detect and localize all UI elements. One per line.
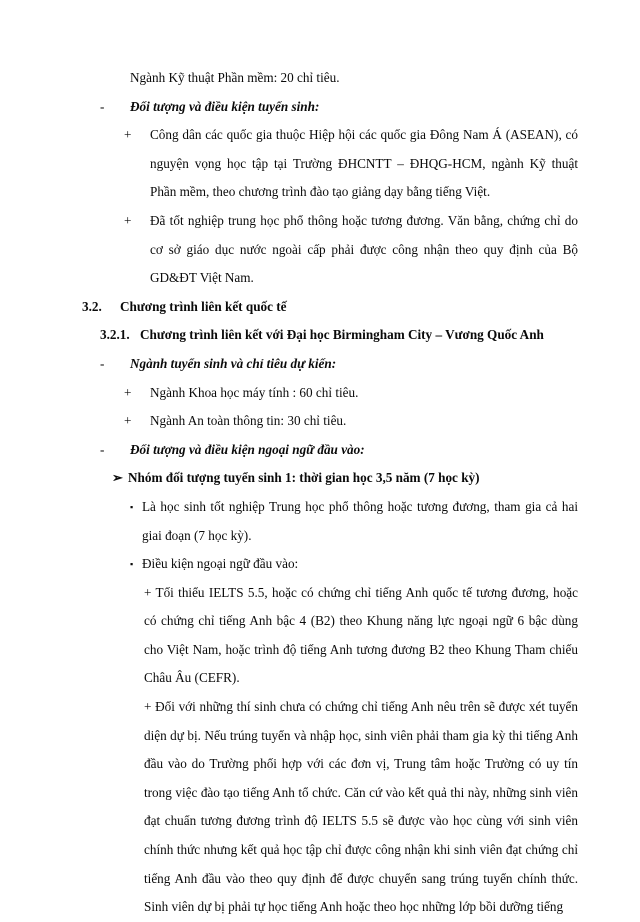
list-item-major-computer-science-text: Ngành Khoa học máy tính : 60 chỉ tiêu. (150, 384, 359, 400)
document-body (62, 64, 578, 922)
list-item-group-1-requirement-1-text: Là học sinh tốt nghiệp Trung học phổ thông hoặc tương đương, tham gia cả hai giai đoạn (7 học kỳ). (142, 498, 578, 543)
majors-quota-heading-text: Ngành tuyển sinh và chỉ tiêu dự kiến: (130, 355, 337, 371)
list-item-group-1-heading (62, 464, 578, 493)
section-heading-3-2-1-title: Chương trình liên kết với Đại học Birmingham City – Vương Quốc Anh (140, 327, 544, 343)
admission-conditions-heading-text: Đối tượng và điều kiện tuyển sinh: (130, 98, 320, 114)
language-conditions-heading-text: Đối tượng và điều kiện ngoại ngữ đầu vào: (130, 441, 365, 457)
plus-bullet-icon: + (124, 127, 132, 143)
section-heading-3-2-1 (62, 321, 578, 350)
paragraph-ielts-requirement (62, 579, 578, 693)
section-heading-3-2-title: Chương trình liên kết quốc tế (120, 298, 287, 314)
dash-bullet-icon: - (100, 355, 105, 371)
list-item-graduation-text: Đã tốt nghiệp trung học phổ thông hoặc tương đương. Văn bằng, chứng chỉ do cơ sở giáo dục nước ngoài cấp phải được công nhận theo quy định của Bộ GD&ĐT Việt Nam. (150, 212, 578, 286)
dash-bullet-icon: - (100, 98, 105, 114)
paragraph-preparatory-admission-text: + Đối với những thí sinh chưa có chứng chỉ tiếng Anh nêu trên sẽ được xét tuyển diện dự bị. Nếu trúng tuyển và nhập học, sinh viên phải tham gia kỳ thi tiếng Anh đầu vào do Trường phối hợp với các đơn vị, Trung tâm hoặc Trường có uy tín trong việc đào tạo tiếng Anh tổ chức. Căn cứ vào kết quả thi này, những sinh viên đạt chuẩn tương đương trình độ IELTS 5.5 sẽ được vào học cùng với sinh viên chính thức nhưng kết quả học tập chỉ được công nhận khi sinh viên đạt chứng chỉ tiếng Anh đầu vào theo quy định để được chuyển sang trúng tuyển chính thức. Sinh viên dự bị phải tự học tiếng Anh hoặc theo học những lớp bồi dưỡng tiếng (144, 699, 578, 915)
paragraph-preparatory-admission (62, 693, 578, 922)
list-item-major-information-security (62, 407, 578, 436)
square-bullet-icon: ▪ (130, 559, 134, 570)
list-item-majors-quota-heading (62, 350, 578, 379)
section-heading-3-2-1-number: 3.2.1. (100, 327, 130, 343)
list-item-major-computer-science (62, 379, 578, 408)
paragraph-software-quota (62, 64, 578, 93)
list-item-group-1-requirement-1 (62, 493, 578, 550)
section-heading-3-2 (62, 293, 578, 322)
list-item-major-information-security-text: Ngành An toàn thông tin: 30 chỉ tiêu. (150, 413, 347, 429)
list-item-group-1-requirement-2-text: Điều kiện ngoại ngữ đầu vào: (142, 556, 299, 572)
list-item-group-1-requirement-2 (62, 550, 578, 579)
section-heading-3-2-number: 3.2. (82, 298, 102, 314)
list-item-graduation (62, 207, 578, 293)
plus-bullet-icon: + (124, 384, 132, 400)
square-bullet-icon: ▪ (130, 501, 134, 512)
dash-bullet-icon: - (100, 441, 105, 457)
list-item-group-1-heading-text: Nhóm đối tượng tuyển sinh 1: thời gian học 3,5 năm (7 học kỳ) (128, 470, 480, 486)
arrow-bullet-icon: ➢ (112, 470, 124, 486)
plus-bullet-icon: + (124, 413, 132, 429)
list-item-language-conditions-heading (62, 436, 578, 465)
list-item-asean (62, 121, 578, 207)
plus-bullet-icon: + (124, 212, 132, 228)
paragraph-ielts-requirement-text: + Tối thiểu IELTS 5.5, hoặc có chứng chỉ tiếng Anh quốc tế tương đương, hoặc có chứng chỉ tiếng Anh bậc 4 (B2) theo Khung năng lực ngoại ngữ 6 bậc dùng cho Việt Nam, hoặc trình độ tiếng Anh tương đương B2 theo Khung Tham chiếu Châu Âu (CEFR). (144, 584, 578, 686)
list-item-admission-conditions-heading (62, 93, 578, 122)
paragraph-software-quota-text: Ngành Kỹ thuật Phần mềm: 20 chỉ tiêu. (130, 70, 340, 85)
list-item-asean-text: Công dân các quốc gia thuộc Hiệp hội các quốc gia Đông Nam Á (ASEAN), có nguyện vọng học tập tại Trường ĐHCNTT – ĐHQG-HCM, ngành Kỹ thuật Phần mềm, theo chương trình đào tạo giảng dạy bằng tiếng Việt. (150, 127, 578, 200)
